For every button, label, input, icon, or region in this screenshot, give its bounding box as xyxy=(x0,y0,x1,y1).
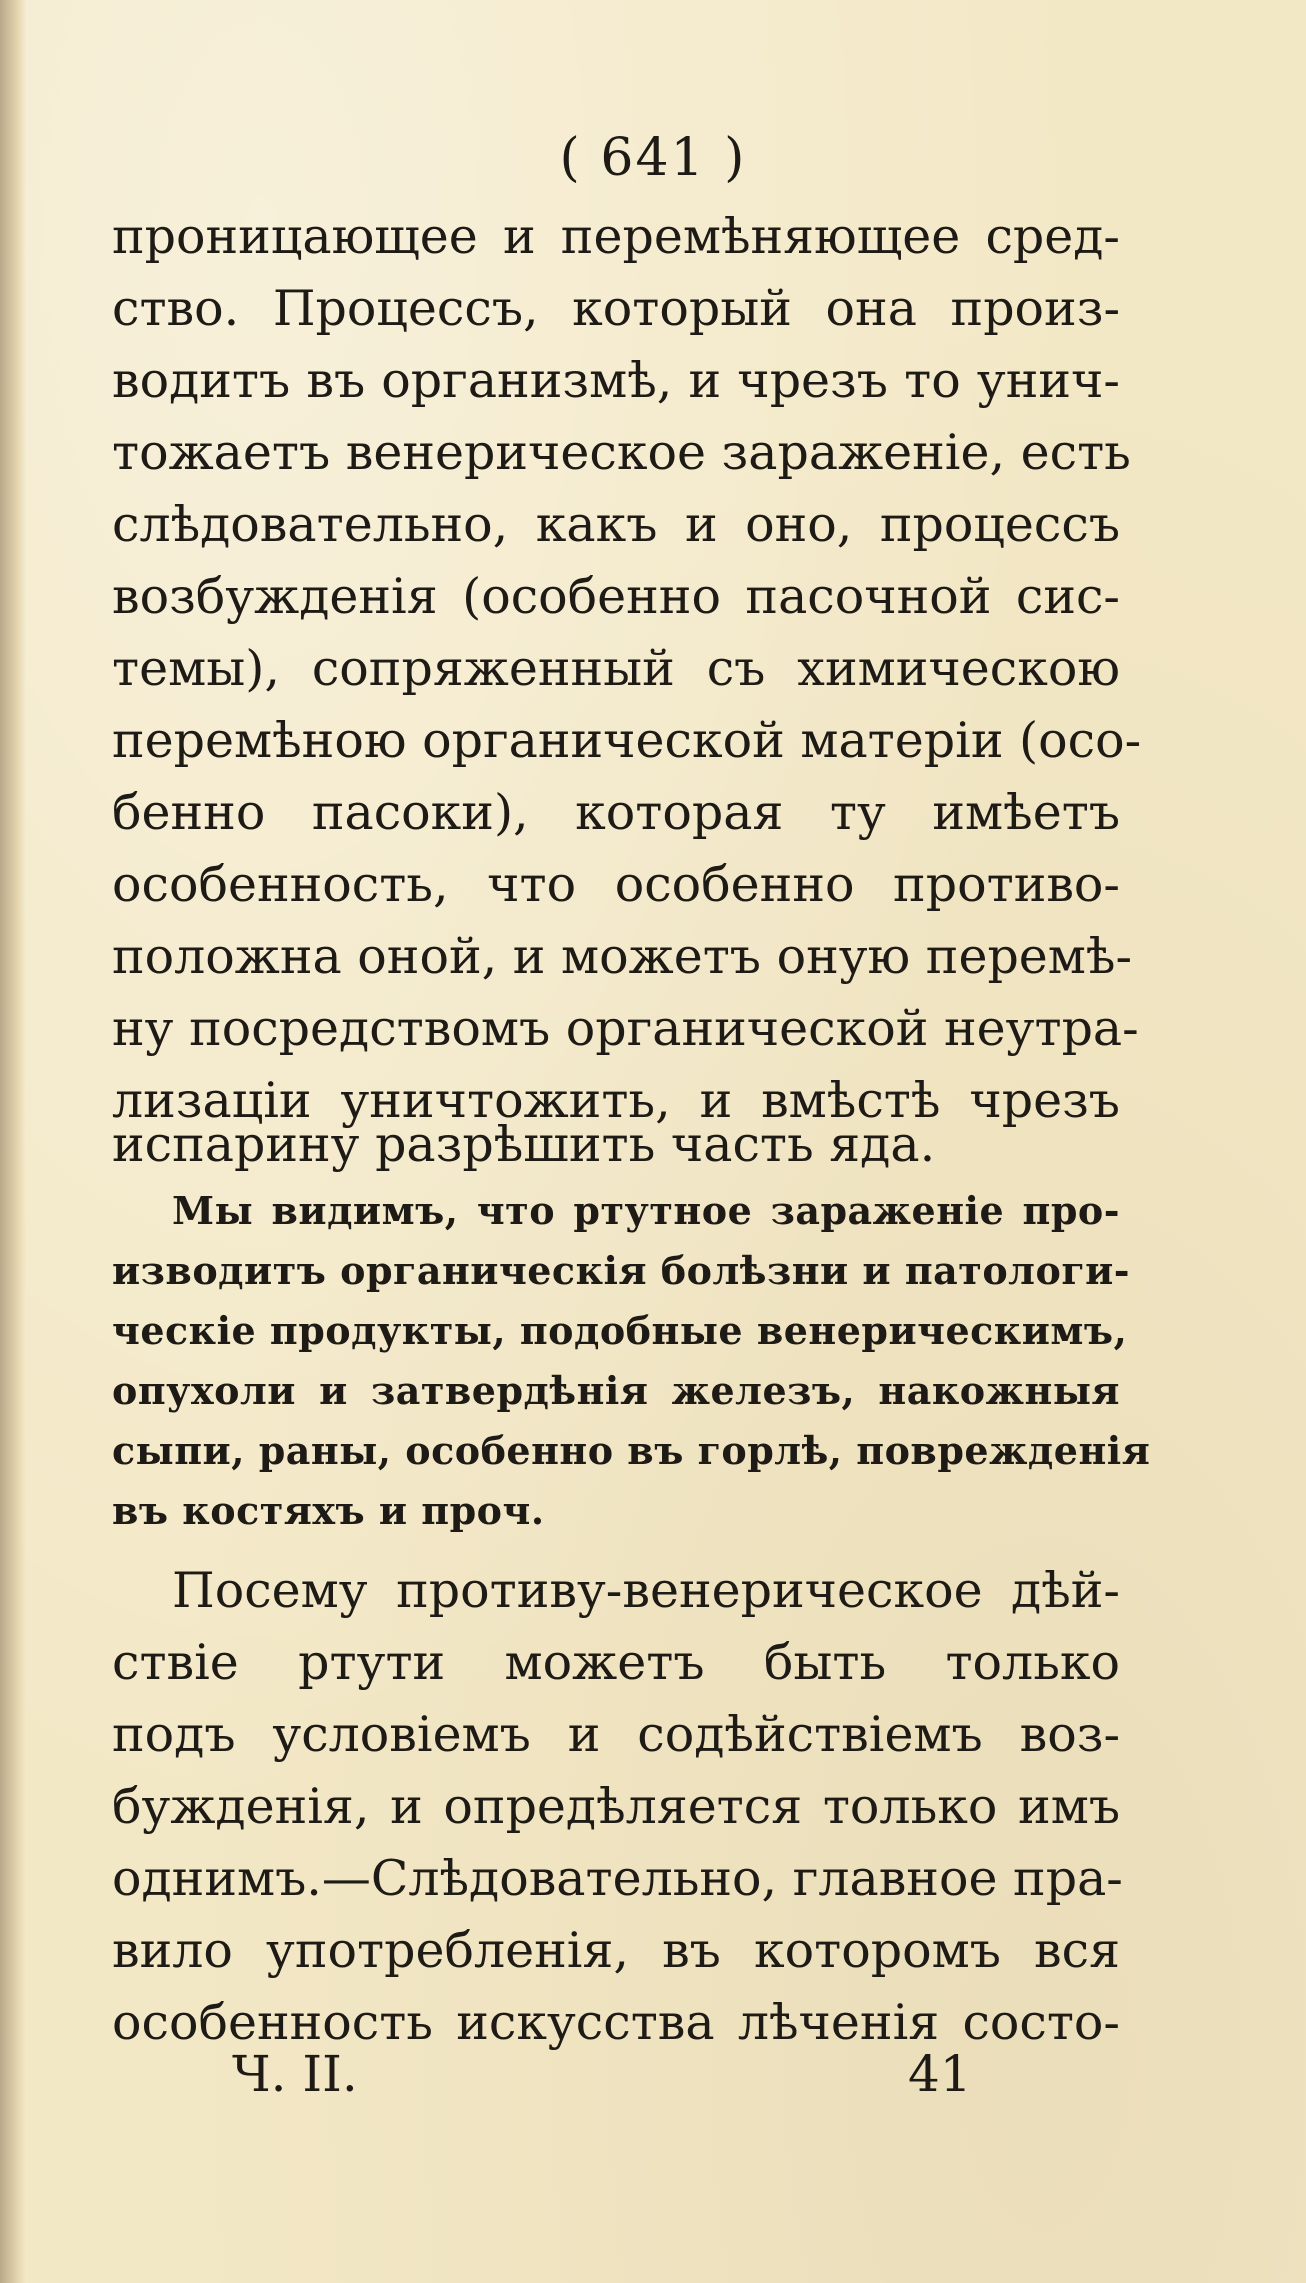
text-line: изводитъ органическія болѣзни и патологи- xyxy=(112,1248,1131,1293)
text-line: слѣдовательно, какъ и оно, процессъ xyxy=(112,496,1120,553)
text-line: положна оной, и можетъ оную перемѣ- xyxy=(112,928,1133,985)
text-line: однимъ.—Слѣдовательно, главное пра- xyxy=(112,1850,1123,1907)
text-line: ческіе продукты, подобные венерическимъ, xyxy=(112,1308,1128,1353)
text-line: ствіе ртути можетъ быть только xyxy=(112,1634,1120,1691)
text-line: водитъ въ организмѣ, и чрезъ то унич- xyxy=(112,352,1120,409)
text-line: проницающее и перемѣняющее сред- xyxy=(112,208,1120,265)
text-line: испарину разрѣшить часть яда. xyxy=(112,1116,936,1173)
text-line: Посему противу-венерическое дѣй- xyxy=(172,1562,1120,1619)
text-line: подъ условіемъ и содѣйствіемъ воз- xyxy=(112,1706,1120,1763)
text-line: бенно пасоки), которая ту имѣетъ xyxy=(112,784,1120,841)
text-line: опухоли и затвердѣнія железъ, накожныя xyxy=(112,1368,1120,1413)
text-line: Мы видимъ, что ртутное зараженіе про- xyxy=(172,1188,1120,1233)
text-line: перемѣною органической матеріи (осо- xyxy=(112,712,1142,769)
text-line: бужденія, и опредѣляется только имъ xyxy=(112,1778,1120,1835)
text-line: вило употребленія, въ которомъ вся xyxy=(112,1922,1120,1979)
text-line: особенность, что особенно противо- xyxy=(112,856,1120,913)
text-line: темы), сопряженный съ химическою xyxy=(112,640,1120,697)
page-number: ( 641 ) xyxy=(559,128,747,188)
text-line: въ костяхъ и проч. xyxy=(112,1488,545,1533)
text-line: лизаціи уничтожить, и вмѣстѣ чрезъ xyxy=(112,1072,1120,1129)
text-line: ну посредствомъ органической неутра- xyxy=(112,1000,1139,1057)
signature-mark: Ч. II. xyxy=(232,2045,358,2103)
text-line: возбужденія (особенно пасочной сис- xyxy=(112,568,1120,625)
text-line: особенность искусства лѣченія состо- xyxy=(112,1994,1120,2051)
text-line: сыпи, раны, особенно въ горлѣ, поврежденія xyxy=(112,1428,1151,1473)
sheet-number: 41 xyxy=(908,2045,972,2103)
text-line: тожаетъ венерическое зараженіе, есть xyxy=(112,424,1131,481)
text-line: ство. Процессъ, который она произ- xyxy=(112,280,1120,337)
page-gutter-shadow xyxy=(0,0,26,2283)
